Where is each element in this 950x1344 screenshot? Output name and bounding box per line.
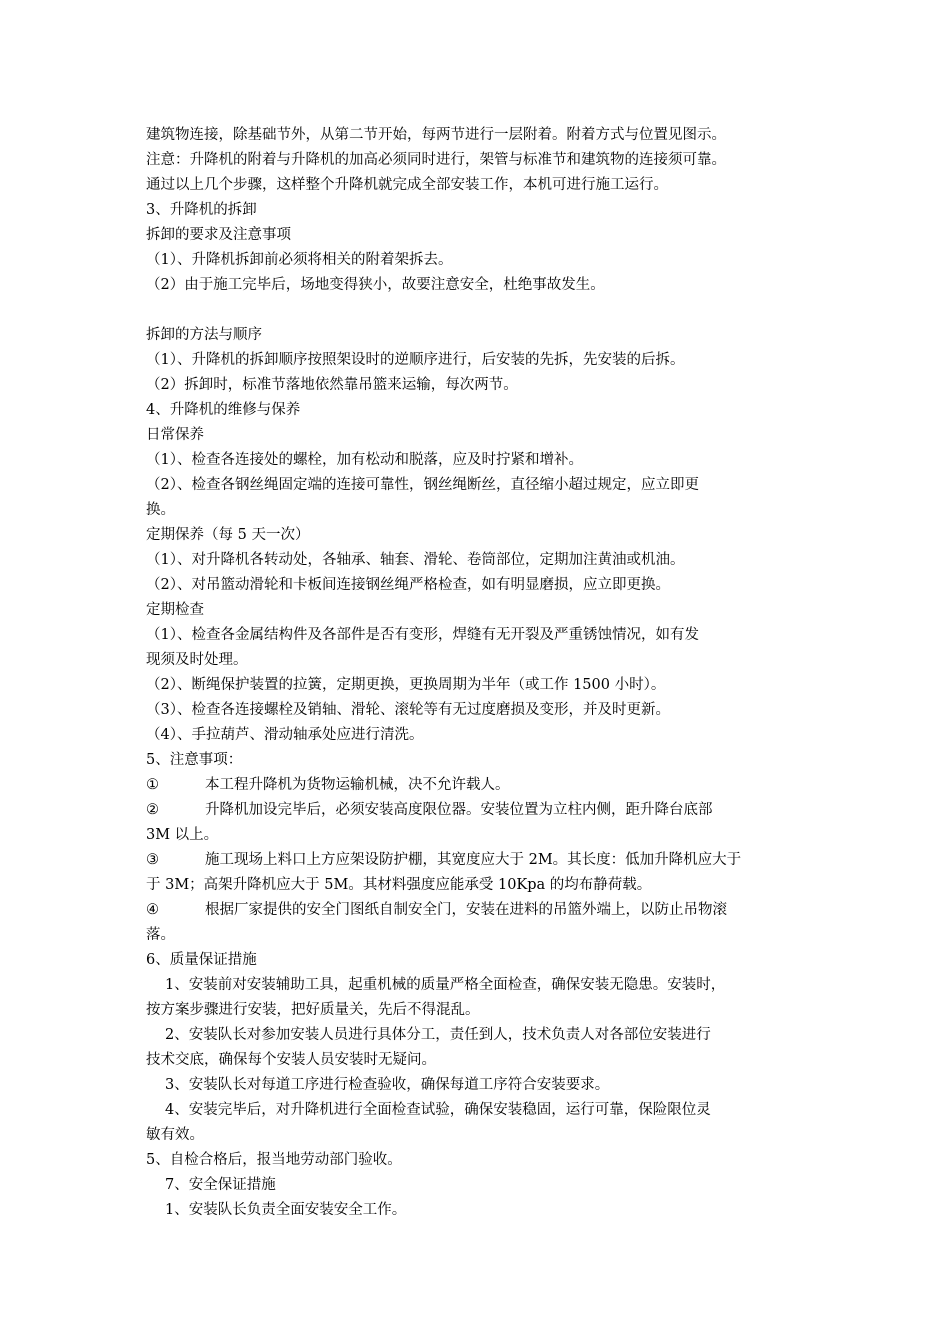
note-text: 本工程升降机为货物运输机械，决不允许载人。 <box>205 777 510 793</box>
text-line: （2）、检查各钢丝绳固定端的连接可靠性，钢丝绳断丝，直径缩小超过规定，应立即更 <box>146 477 699 493</box>
text-line: 1、安装前对安装辅助工具，起重机械的质量严格全面检查，确保安装无隐患。安装时， <box>165 977 726 993</box>
note-text-cont: 于 3M；高架升降机应大于 5M。其材料强度应能承受 10Kpa 的均布静荷载。 <box>146 877 652 893</box>
text-line: 注意：升降机的附着与升降机的加高必须同时进行，架管与标准节和建筑物的连接须可靠。 <box>146 152 726 168</box>
note-text-cont: 落。 <box>146 927 175 943</box>
text-line: 现须及时处理。 <box>146 652 248 668</box>
text-line: 敏有效。 <box>146 1127 204 1143</box>
note-marker: ③ <box>146 852 159 868</box>
note-text: 升降机加设完毕后，必须安装高度限位器。安装位置为立柱内侧，距升降台底部 <box>205 802 713 818</box>
sub-heading: 定期检查 <box>146 602 204 618</box>
sub-heading: 定期保养（每 5 天一次） <box>146 527 310 543</box>
text-line: 1、安装队长负责全面安装安全工作。 <box>165 1202 407 1218</box>
text-line: （1）、检查各金属结构件及各部件是否有变形，焊缝有无开裂及严重锈蚀情况，如有发 <box>146 627 699 643</box>
text-line: 5、自检合格后，报当地劳动部门验收。 <box>146 1152 402 1168</box>
note-text-cont: 3M 以上。 <box>146 827 219 843</box>
sub-heading: 日常保养 <box>146 427 204 443</box>
text-line: （4）、手拉葫芦、滑动轴承处应进行清洗。 <box>146 727 424 743</box>
text-line: （1）、升降机拆卸前必须将相关的附着架拆去。 <box>146 252 453 268</box>
text-line: （2）、断绳保护装置的拉簧，定期更换，更换周期为半年（或工作 1500 小时）。 <box>146 677 666 693</box>
text-line: （2）拆卸时，标准节落地依然靠吊篮来运输，每次两节。 <box>146 377 518 393</box>
sub-heading: 拆卸的方法与顺序 <box>146 327 262 343</box>
text-line: 建筑物连接，除基础节外，从第二节开始，每两节进行一层附着。附着方式与位置见图示。 <box>146 127 726 143</box>
note-marker: ① <box>146 777 159 793</box>
text-line: 4、安装完毕后，对升降机进行全面检查试验，确保安装稳固，运行可靠，保险限位灵 <box>165 1102 711 1118</box>
sub-heading: 拆卸的要求及注意事项 <box>146 227 291 243</box>
text-line: （3）、检查各连接螺栓及销轴、滑轮、滚轮等有无过度磨损及变形，并及时更新。 <box>146 702 670 718</box>
text-line: 2、安装队长对参加安装人员进行具体分工，责任到人，技术负责人对各部位安装进行 <box>165 1027 711 1043</box>
text-line: 3、安装队长对每道工序进行检查验收，确保每道工序符合安装要求。 <box>165 1077 610 1093</box>
text-line: （2）由于施工完毕后，场地变得狭小，故要注意安全，杜绝事故发生。 <box>146 277 605 293</box>
text-line: 技术交底，确保每个安装人员安装时无疑问。 <box>146 1052 436 1068</box>
note-marker: ② <box>146 802 159 818</box>
section-heading: 7、安全保证措施 <box>165 1177 276 1193</box>
text-line: （1）、升降机的拆卸顺序按照架设时的逆顺序进行，后安装的先拆，先安装的后拆。 <box>146 352 685 368</box>
text-line: 换。 <box>146 502 175 518</box>
text-line: 通过以上几个步骤，这样整个升降机就完成全部安装工作，本机可进行施工运行。 <box>146 177 668 193</box>
note-marker: ④ <box>146 902 159 918</box>
note-text: 施工现场上料口上方应架设防护棚，其宽度应大于 2M。其长度：低加升降机应大于 <box>205 852 742 868</box>
note-text: 根据厂家提供的安全门图纸自制安全门，安装在进料的吊篮外端上，以防止吊物滚 <box>205 902 727 918</box>
section-heading: 4、升降机的维修与保养 <box>146 402 301 418</box>
section-heading: 5、注意事项： <box>146 752 243 768</box>
text-line: （1）、对升降机各转动处，各轴承、轴套、滑轮、卷筒部位，定期加注黄油或机油。 <box>146 552 685 568</box>
section-heading: 6、质量保证措施 <box>146 952 257 968</box>
text-line: （1）、检查各连接处的螺栓，加有松动和脱落，应及时拧紧和增补。 <box>146 452 583 468</box>
text-line: （2）、对吊篮动滑轮和卡板间连接钢丝绳严格检查，如有明显磨损，应立即更换。 <box>146 577 670 593</box>
text-line: 按方案步骤进行安装，把好质量关，先后不得混乱。 <box>146 1002 480 1018</box>
section-heading: 3、升降机的拆卸 <box>146 202 257 218</box>
